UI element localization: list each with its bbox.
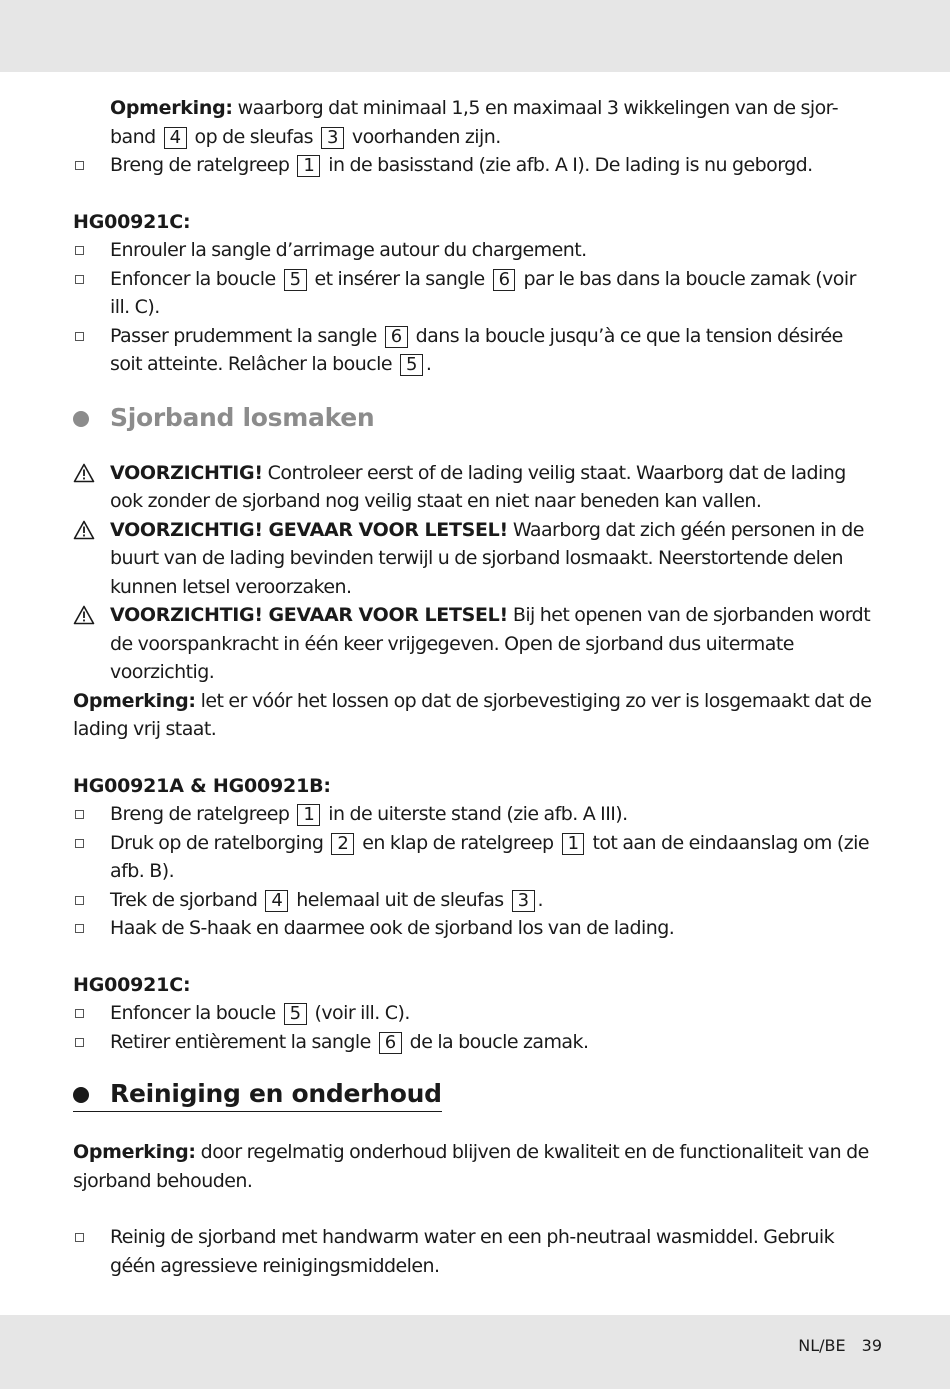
subheading-hg00921a-b: HG00921A & HG00921B: [73,774,331,797]
intro-note: Opmerking: waarborg dat minimaal 1,5 en maximaal 3 wikkelingen van de sjor-band 4 op de sleufas 3 voorhanden zijn. [110,97,839,148]
list-item: Reinig de sjorband met handwarm water en een ph-neutraal wasmiddel. Gebruik géén agressieve reinigingsmiddelen. [73,1223,873,1280]
part-number: 5 [400,354,423,376]
part-number: 3 [321,127,344,149]
checkbox-bullet-icon [75,332,84,341]
losmaken-note: Opmerking: let er vóór het lossen op dat de sjorbevestiging zo ver is losgemaakt dat de lading vrij staat. [73,689,872,740]
subheading-hg00921c-2: HG00921C: [73,973,191,996]
checkbox-bullet-icon [75,1233,84,1242]
list-item: Passer prudemment la sangle 6 dans la boucle jusqu’à ce que la tension désirée soit atteinte. Relâcher la boucle 5 . [73,322,873,379]
part-number: 6 [385,326,408,348]
section-bullet-icon [73,411,89,427]
list-item: Enfoncer la boucle 5 et insérer la sangle 6 par le bas dans la boucle zamak (voir ill. C). [73,265,873,322]
list-item: Enfoncer la boucle 5 (voir ill. C). [73,999,873,1028]
warning-triangle-icon [73,520,95,540]
warning-triangle-icon [73,605,95,625]
checkbox-bullet-icon [75,246,84,255]
checkbox-bullet-icon [75,839,84,848]
list-item: Haak de S-haak en daarmee ook de sjorband los van de lading. [73,914,873,943]
part-number: 1 [297,155,320,177]
reiniging-note: Opmerking: door regelmatig onderhoud blijven de kwaliteit en de functionaliteit van de sjorband behouden. [73,1141,869,1192]
footer-language: NL/BE [798,1336,846,1355]
page-number: 39 [861,1336,882,1355]
checkbox-bullet-icon [75,896,84,905]
warning-3: VOORZICHTIG! GEVAAR VOOR LETSEL! Bij het openen van de sjorbanden wordt de voorspankracht in één keer vrijgegeven. Open de sjorband dus uitermate voorzichtig. [73,601,873,687]
part-number: 2 [331,833,354,855]
part-number: 4 [265,890,288,912]
warning-2: VOORZICHTIG! GEVAAR VOOR LETSEL! Waarborg dat zich géén personen in de buurt van de lading bevinden terwijl u de sjorband losmaakt. Neerstortende delen kunnen letsel veroorzaken. [73,516,873,602]
part-number: 3 [512,890,535,912]
section-title-reiniging: Reiniging en onderhoud [73,1079,442,1112]
checkbox-bullet-icon [75,161,84,170]
checkbox-bullet-icon [75,924,84,933]
part-number: 4 [164,127,187,149]
list-item: Breng de ratelgreep 1 in de basisstand (zie afb. A I). De lading is nu geborgd. [73,151,873,180]
list-item: Enrouler la sangle d’arrimage autour du chargement. [73,236,873,265]
part-number: 5 [284,1003,307,1025]
warning-1: VOORZICHTIG! Controleer eerst of de lading veilig staat. Waarborg dat de lading ook zonder de sjorband nog veilig staat en niet naar beneden kan vallen. [73,459,873,516]
subheading-hg00921c: HG00921C: [73,210,191,233]
list-item: Breng de ratelgreep 1 in de uiterste stand (zie afb. A III). [73,800,873,829]
checkbox-bullet-icon [75,1009,84,1018]
checkbox-bullet-icon [75,810,84,819]
list-item: Retirer entièrement la sangle 6 de la boucle zamak. [73,1028,873,1057]
list-item: Trek de sjorband 4 helemaal uit de sleufas 3 . [73,886,873,915]
part-number: 6 [379,1032,402,1054]
part-number: 6 [493,269,516,291]
footer [798,1336,882,1355]
page-content [73,94,873,1280]
section-title-sjorband-losmaken: Sjorband losmaken [73,403,873,433]
section-bullet-icon [73,1087,89,1103]
list-item: Druk op de ratelborging 2 en klap de ratelgreep 1 tot aan de eindaanslag om (zie afb. B). [73,829,873,886]
checkbox-bullet-icon [75,1038,84,1047]
warning-triangle-icon [73,463,95,483]
checkbox-bullet-icon [75,275,84,284]
part-number: 1 [562,833,585,855]
header-band [0,0,950,72]
section-title-wrapper [73,1079,873,1112]
part-number: 1 [297,804,320,826]
part-number: 5 [284,269,307,291]
